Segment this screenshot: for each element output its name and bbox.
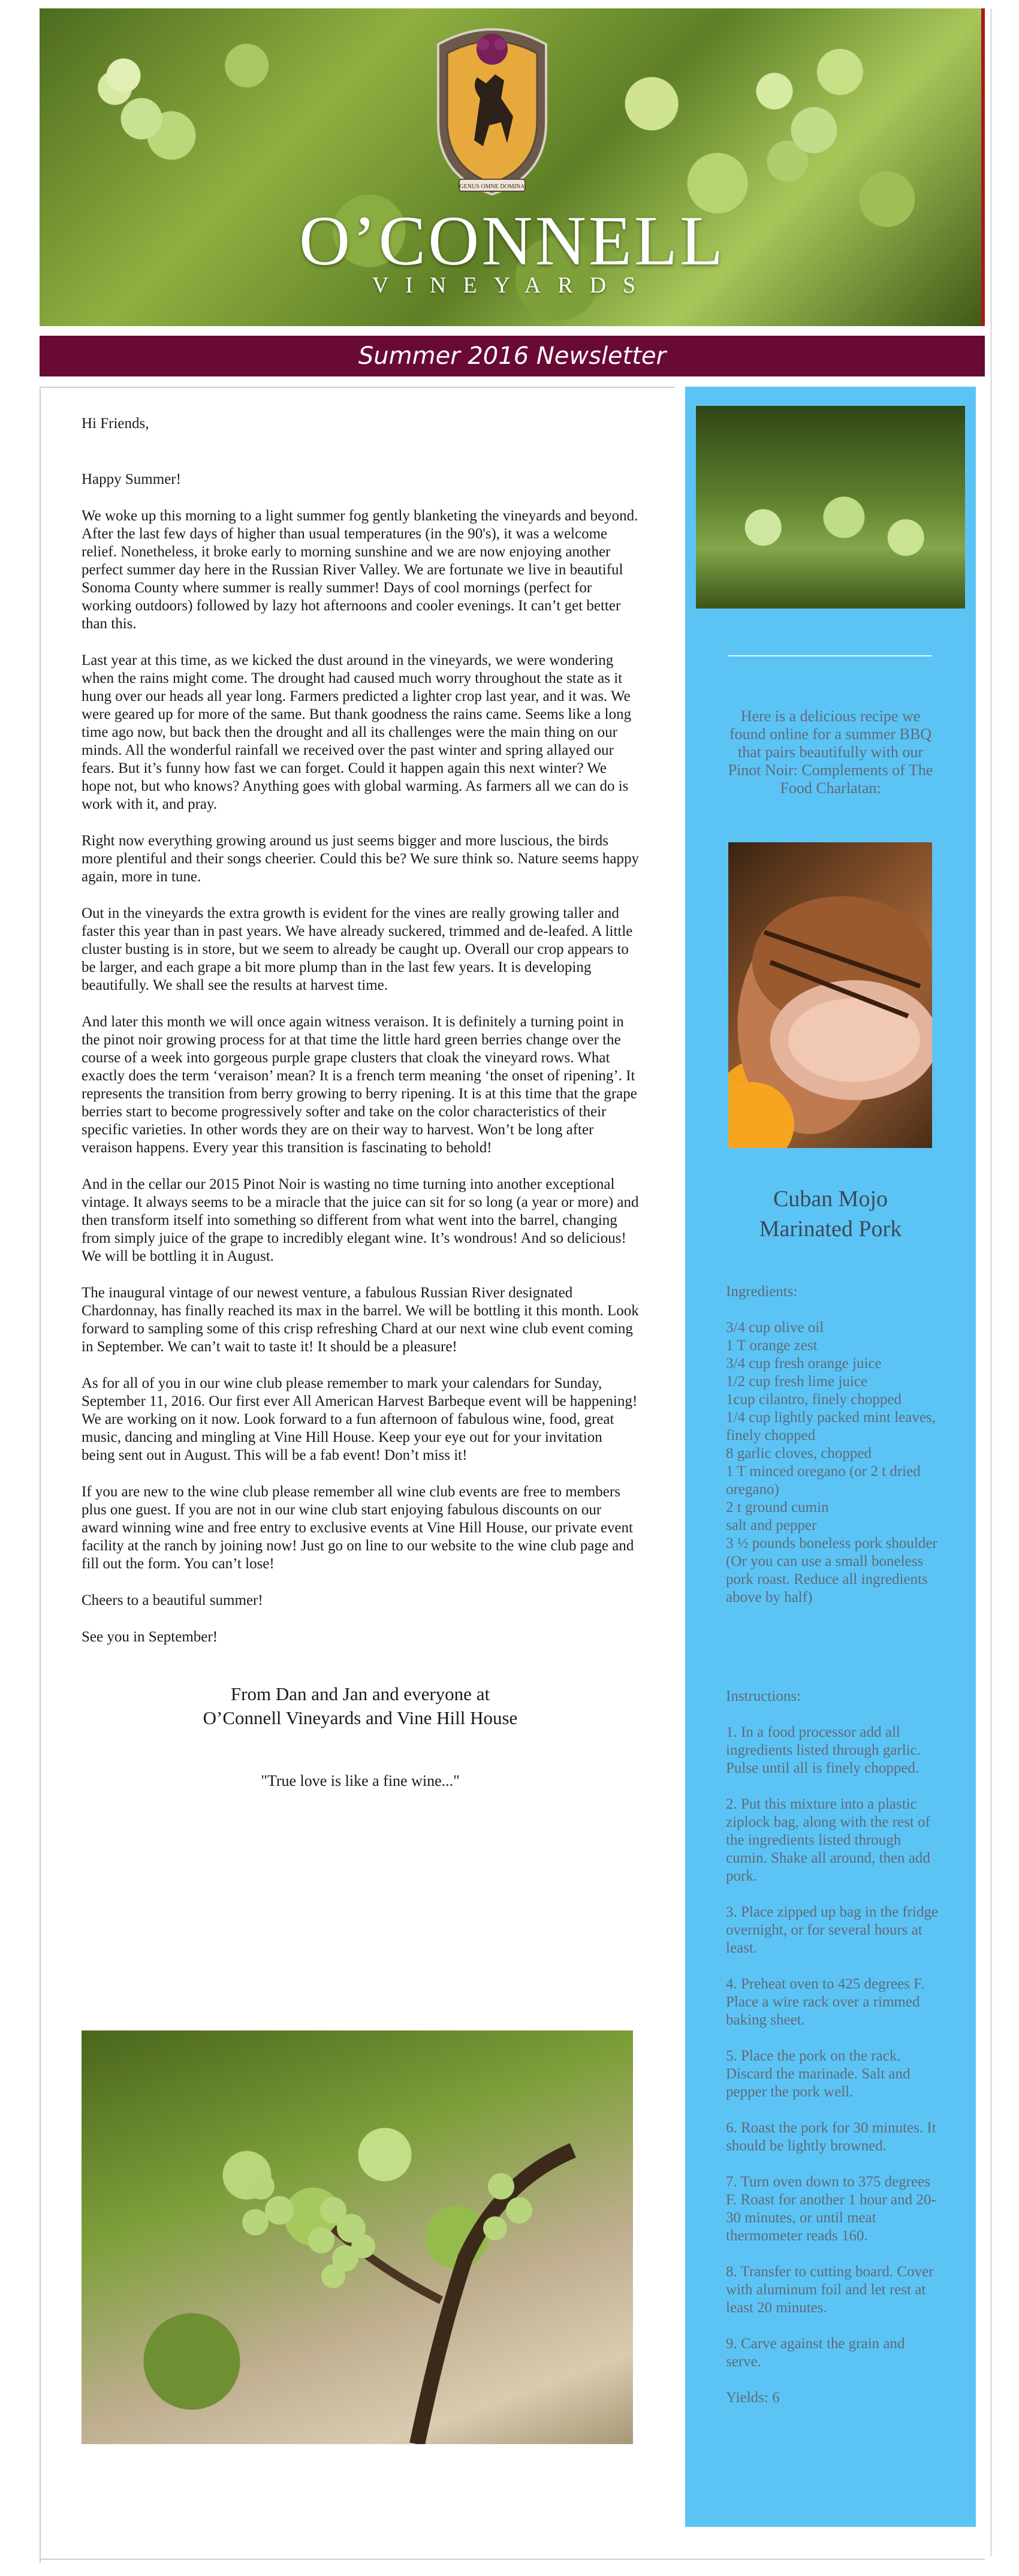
- letter-paragraph: The inaugural vintage of our newest venture, a fabulous Russian River designated Chardonnay, has finally reached its max in the barrel. We will be bottling it this month. Look forward to sampling some of this crisp refreshing Chard at our next wine club event coming in September. We can’t wait to taste it! It should be a pleasure!: [82, 1285, 639, 1355]
- ingredient-item: (Or you can use a small boneless pork roast. Reduce all ingredients above by half): [726, 1553, 928, 1605]
- sidebar-divider: [728, 655, 932, 656]
- recipe-title-line: Cuban Mojo: [773, 1186, 888, 1212]
- ingredient-item: 1/2 cup fresh lime juice: [726, 1373, 868, 1390]
- letter-paragraph: And later this month we will once again witness veraison. It is definitely a turning point in the pinot noir growing process for at that time the little hard green berries change over the course of a week into gorgeous purple grape clusters that cloak the vineyard rows. What exactly does the term ‘veraison’ mean? It is a french term meaning ‘the onset of ripening’. It represents the transition from berry growing to berry ripening. It is at this time that the grape berries start to become progressively softer and take on the color characteristics of their specific varieties. In other words they are on their way to harvest. Won’t be long after veraison happens. Every year this transition is fascinating to behold!: [82, 1014, 637, 1156]
- signoff-line: O’Connell Vineyards and Vine Hill House: [203, 1707, 518, 1728]
- grape-cluster-decoration: [76, 32, 195, 176]
- letter-paragraph: We woke up this morning to a light summer fog gently blanketing the vineyards and beyond. After the last few days of higher than usual temperatures (in the 90's), it was a welcome relief. Nonetheless, it broke early to morning sunshine and we are now enjoying another perfect summer day here in the Russian River Valley. We are fortunate we live in beautiful Sonoma County where summer is really summer! Days of cool mornings (perfect for working outdoors) followed by lazy hot afternoons and cooler evenings. It can’t get better than this.: [82, 508, 638, 632]
- header-vineyard-photo: [40, 8, 985, 326]
- pork-dish-photo: [728, 842, 932, 1148]
- letter-paragraph: Right now everything growing around us just seems bigger and more luscious, the birds more plentiful and their songs cheerier. Could this be? We sure think so. Nature seems happy again, more in tune.: [82, 833, 639, 885]
- ingredient-item: 1 T orange zest: [726, 1337, 818, 1354]
- ingredient-item: 3 ½ pounds boneless pork shoulder: [726, 1535, 937, 1551]
- right-border-rule: [990, 8, 992, 2556]
- instruction-step: 8. Transfer to cutting board. Cover with aluminum foil and let rest at least 20 minutes.: [726, 2264, 934, 2316]
- closing-quote: "True love is like a fine wine...": [261, 1772, 460, 1789]
- ingredients-section: [726, 1283, 939, 1607]
- letter-paragraph: Out in the vineyards the extra growth is evident for the vines are really growing taller and faster this year than in past years. We have already suckered, trimmed and de-leafed. A little cluster busting is in store, but we seem to already be caught up. Overall our crop appears to be larger, and each grape a bit more plump than in the last few years. It is developing beautifully. We shall see the results at harvest time.: [82, 905, 633, 993]
- recipe-intro: Here is a delicious recipe we found online for a summer BBQ that pairs beautifully with our Pinot Noir: Complements of The Food Charlatan:: [728, 707, 933, 797]
- instruction-step: 3. Place zipped up bag in the fridge overnight, or for several hours at least.: [726, 1904, 939, 1956]
- letter-column: [40, 387, 675, 2563]
- header-frame: [40, 8, 985, 326]
- instructions-heading: Instructions:: [726, 1688, 801, 1704]
- ingredients-heading: Ingredients:: [726, 1284, 798, 1300]
- signoff-line: From Dan and Jan and everyone at: [230, 1683, 490, 1704]
- recipe-yields: Yields: 6: [726, 2390, 780, 2406]
- letter-paragraph: See you in September!: [82, 1629, 218, 1645]
- letter-paragraph: As for all of you in our wine club please remember to mark your calendars for Sunday, September 11, 2016. Our first ever All American Harvest Barbeque event will be happening! We are working on it now. Look forward to a fun afternoon of fabulous wine, food, great music, dancing and mingling at Vine Hill House. Keep your eye out for your invitation being sent out in August. This will be a fab event! Don’t miss it!: [82, 1375, 638, 1463]
- ingredient-item: 3/4 cup fresh orange juice: [726, 1355, 882, 1372]
- newsletter-title-banner: Summer 2016 Newsletter: [40, 336, 985, 376]
- brand-subtitle: VINEYARDS: [372, 273, 653, 298]
- footer-rule: [40, 2559, 985, 2560]
- recipe-title: [709, 1184, 952, 1244]
- ingredient-item: 3/4 cup olive oil: [726, 1319, 824, 1336]
- letter-paragraph: If you are new to the wine club please remember all wine club events are free to members plus one guest. If you are not in our wine club start enjoying fabulous discounts on our award winning wine and free entry to exclusive events at Vine Hill House, our private event facility at the ranch by joining now! Just go on line to our website to the wine club page and fill out the form. You can’t lose!: [82, 1484, 634, 1572]
- instruction-step: 6. Roast the pork for 30 minutes. It should be lightly browned.: [726, 2120, 936, 2154]
- ingredient-item: 1 T minced oregano (or 2 t dried oregano): [726, 1463, 921, 1498]
- signoff: [82, 1682, 639, 1730]
- instruction-step: 7. Turn oven down to 375 degrees F. Roast for another 1 hour and 20-30 minutes, or until meat thermometer reads 160.: [726, 2174, 936, 2244]
- instruction-step: 5. Place the pork on the rack. Discard the marinade. Salt and pepper the pork well.: [726, 2048, 911, 2100]
- ingredient-item: 8 garlic cloves, chopped: [726, 1445, 872, 1462]
- letter-paragraph: Last year at this time, as we kicked the dust around in the vineyards, we were wondering when the rains might come. The drought had caused much worry throughout the state as it hung over our heads all year long. Farmers predicted a lighter crop last year, and it was. We were geared up for more of the same. But thank goodness the rains came. Seems like a long time ago now, but back then the drought and all its challenges were the main thing on our minds. All the wonderful rainfall we received over the past winter and spring allayed our fears. But it’s funny how fast we can forget. Could it happen again this next winter? We hope not, but who knows? Anything goes with global warming. As farmers all we can do is work with it, and pray.: [82, 652, 632, 812]
- grapevine-illustration: [82, 2030, 633, 2444]
- instruction-step: 4. Preheat oven to 425 degrees F. Place a wire rack over a rimmed baking sheet.: [726, 1976, 925, 2028]
- ingredient-item: salt and pepper: [726, 1517, 817, 1533]
- instruction-step: 1. In a food processor add all ingredients listed through garlic. Pulse until all is finely chopped.: [726, 1724, 921, 1776]
- crest-logo-icon: [423, 20, 561, 200]
- letter-greeting: Hi Friends,: [82, 415, 149, 432]
- instruction-step: 2. Put this mixture into a plastic ziplock bag, along with the rest of the ingredients listed through cumin. Shake all around, then add pork.: [726, 1796, 930, 1884]
- grape-cluster-decoration: [735, 44, 867, 200]
- recipe-sidebar: [685, 387, 976, 2527]
- crest-motto: GENUS OMNE DOMINA: [459, 183, 525, 190]
- instruction-step: 9. Carve against the grain and serve.: [726, 2336, 905, 2370]
- letter-paragraph: Happy Summer!: [82, 471, 181, 487]
- recipe-title-line: Marinated Pork: [759, 1216, 902, 1242]
- brand-name: O’CONNELL: [299, 201, 726, 280]
- sidebar-vineyard-photo: [696, 406, 965, 608]
- instructions-section: [726, 1688, 939, 2425]
- ingredient-item: 2 t ground cumin: [726, 1499, 829, 1516]
- pork-illustration: [728, 842, 932, 1148]
- letter-paragraph: Cheers to a beautiful summer!: [82, 1592, 263, 1608]
- letter-content: [82, 415, 639, 1790]
- ingredient-item: 1/4 cup lightly packed mint leaves, finely chopped: [726, 1409, 936, 1444]
- letter-paragraph: And in the cellar our 2015 Pinot Noir is wasting no time turning into another exceptional vintage. It always seems to be a miracle that the juice can sit for so long (a year or more) and then transform itself into something so different from what went into the barrel, changing from simply juice of the grape to incredibly elegant wine. It’s wondrous! And so delicious! We will be bottling it in August.: [82, 1176, 639, 1264]
- ingredient-item: 1cup cilantro, finely chopped: [726, 1391, 902, 1408]
- grapevine-photo: [82, 2030, 633, 2444]
